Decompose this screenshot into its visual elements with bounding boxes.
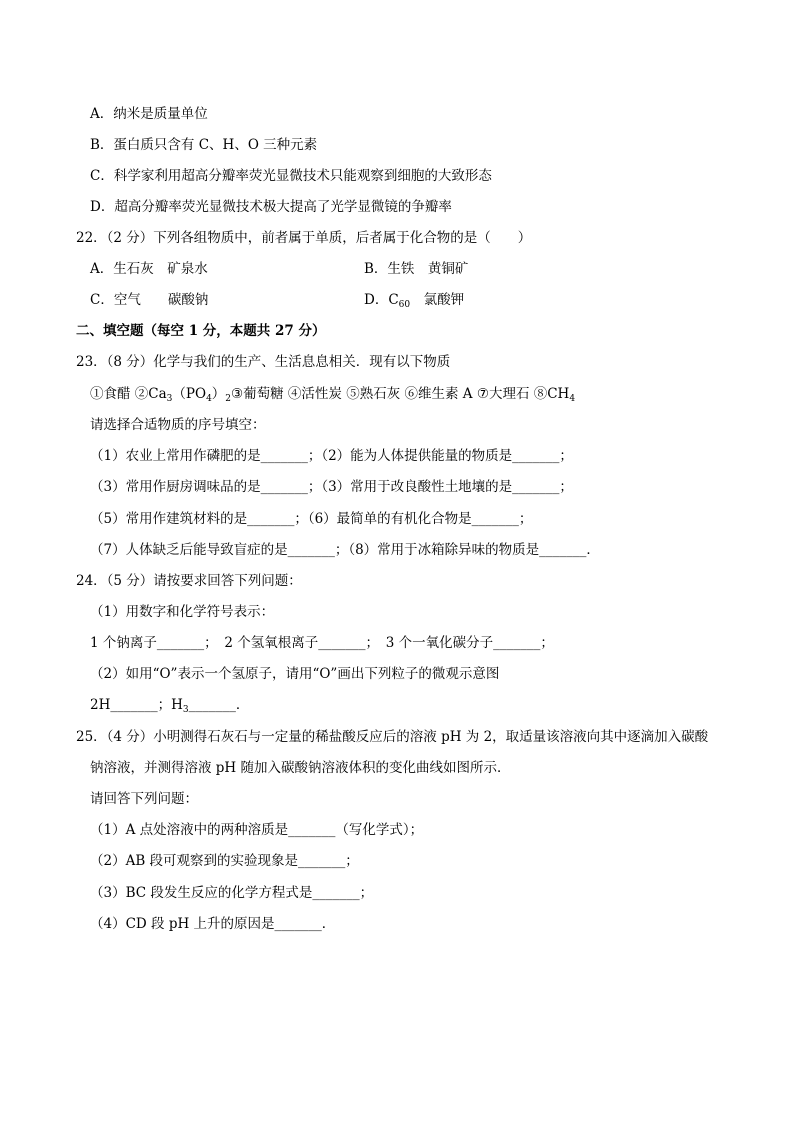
q22-option-c: C．空气 碳酸钠	[90, 292, 209, 308]
q22-option-d: D．$C_{60}$ 氯酸钾	[364, 292, 465, 310]
q25-sub-1: （1）A 点处溶液中的两种溶质是_______（写化学式）；	[90, 822, 424, 838]
q22-option-a: A．生石灰 矿泉水	[90, 261, 208, 277]
q24-draw-row: 2H_______；$H_3\_\_\_\_\_\_\_$．	[90, 697, 250, 715]
q25-stem-line-2: 钠溶液，并测得溶液 pH 随加入碳酸钠溶液体积的变化曲线如图所示．	[90, 760, 511, 776]
q25-sub-3: （3）BC 段发生反应的化学方程式是_______；	[90, 885, 374, 901]
q23-materials: ①食醋 $②Ca_3(PO_4)_2③$葡萄糖 ④活性炭 ⑤熟石灰 ⑥维生素 A ⑦大理石 $⑧CH_4$	[90, 386, 576, 404]
q21-option-b: B．蛋白质只含有 C、H、O 三种元素	[90, 137, 318, 153]
q22-option-b: B．生铁 黄铜矿	[364, 261, 469, 277]
q23-row-1: （1）农业上常用作磷肥的是_______；（2）能为人体提供能量的物质是_______；	[90, 448, 573, 464]
q21-option-a: A．纳米是质量单位	[90, 106, 208, 122]
q23-row-2: （3）常用作厨房调味品的是_______；（3）常用于改良酸性土地壤的是_______；	[90, 479, 573, 495]
q23-stem: 23．（8 分）化学与我们的生产、生活息息相关．现有以下物质	[76, 354, 451, 370]
q24-symbols-row: 1 个钠离子_______； 2 个氢氧根离子_______； 3 个一氧化碳分子_______；	[90, 635, 554, 651]
q24-part-1: （1）用数字和化学符号表示：	[90, 604, 275, 620]
q23-row-3: （5）常用作建筑材料的是_______；（6）最简单的有机化合物是_______；	[90, 511, 533, 527]
q23-instruction: 请选择合适物质的序号填空：	[90, 417, 266, 433]
q21-option-d: D．超高分瓣率荧光显微技术极大提高了光学显微镜的争瓣率	[90, 199, 452, 215]
q25-sub-2: （2）AB 段可观察到的实验现象是_______；	[90, 853, 359, 869]
q24-part-2: （2）如用“O”表示一个氢原子，请用“O”画出下列粒子的微观示意图	[90, 666, 500, 682]
q21-option-c: C．科学家利用超高分瓣率荧光显微技术只能观察到细胞的大致形态	[90, 168, 492, 184]
q25-sub-4: （4）CD 段 pH 上升的原因是_______．	[90, 916, 336, 932]
q23-row-4: （7）人体缺乏后能导致盲症的是_______；（8）常用于冰箱除异味的物质是_______．	[90, 542, 600, 558]
q25-stem-line-1: 25．（4 分）小明测得石灰石与一定量的稀盐酸反应后的溶液 pH 为 2，取适量该溶液向其中逐滴加入碳酸	[76, 729, 709, 745]
q22-stem: 22．（2 分）下列各组物质中，前者属于单质，后者属于化合物的是（ ）	[76, 230, 532, 246]
q24-stem: 24．（5 分）请按要求回答下列问题：	[76, 573, 302, 589]
q25-prompt: 请回答下列问题：	[90, 791, 198, 807]
section-title: 二、填空题（每空 1 分，本题共 27 分）	[76, 323, 326, 339]
